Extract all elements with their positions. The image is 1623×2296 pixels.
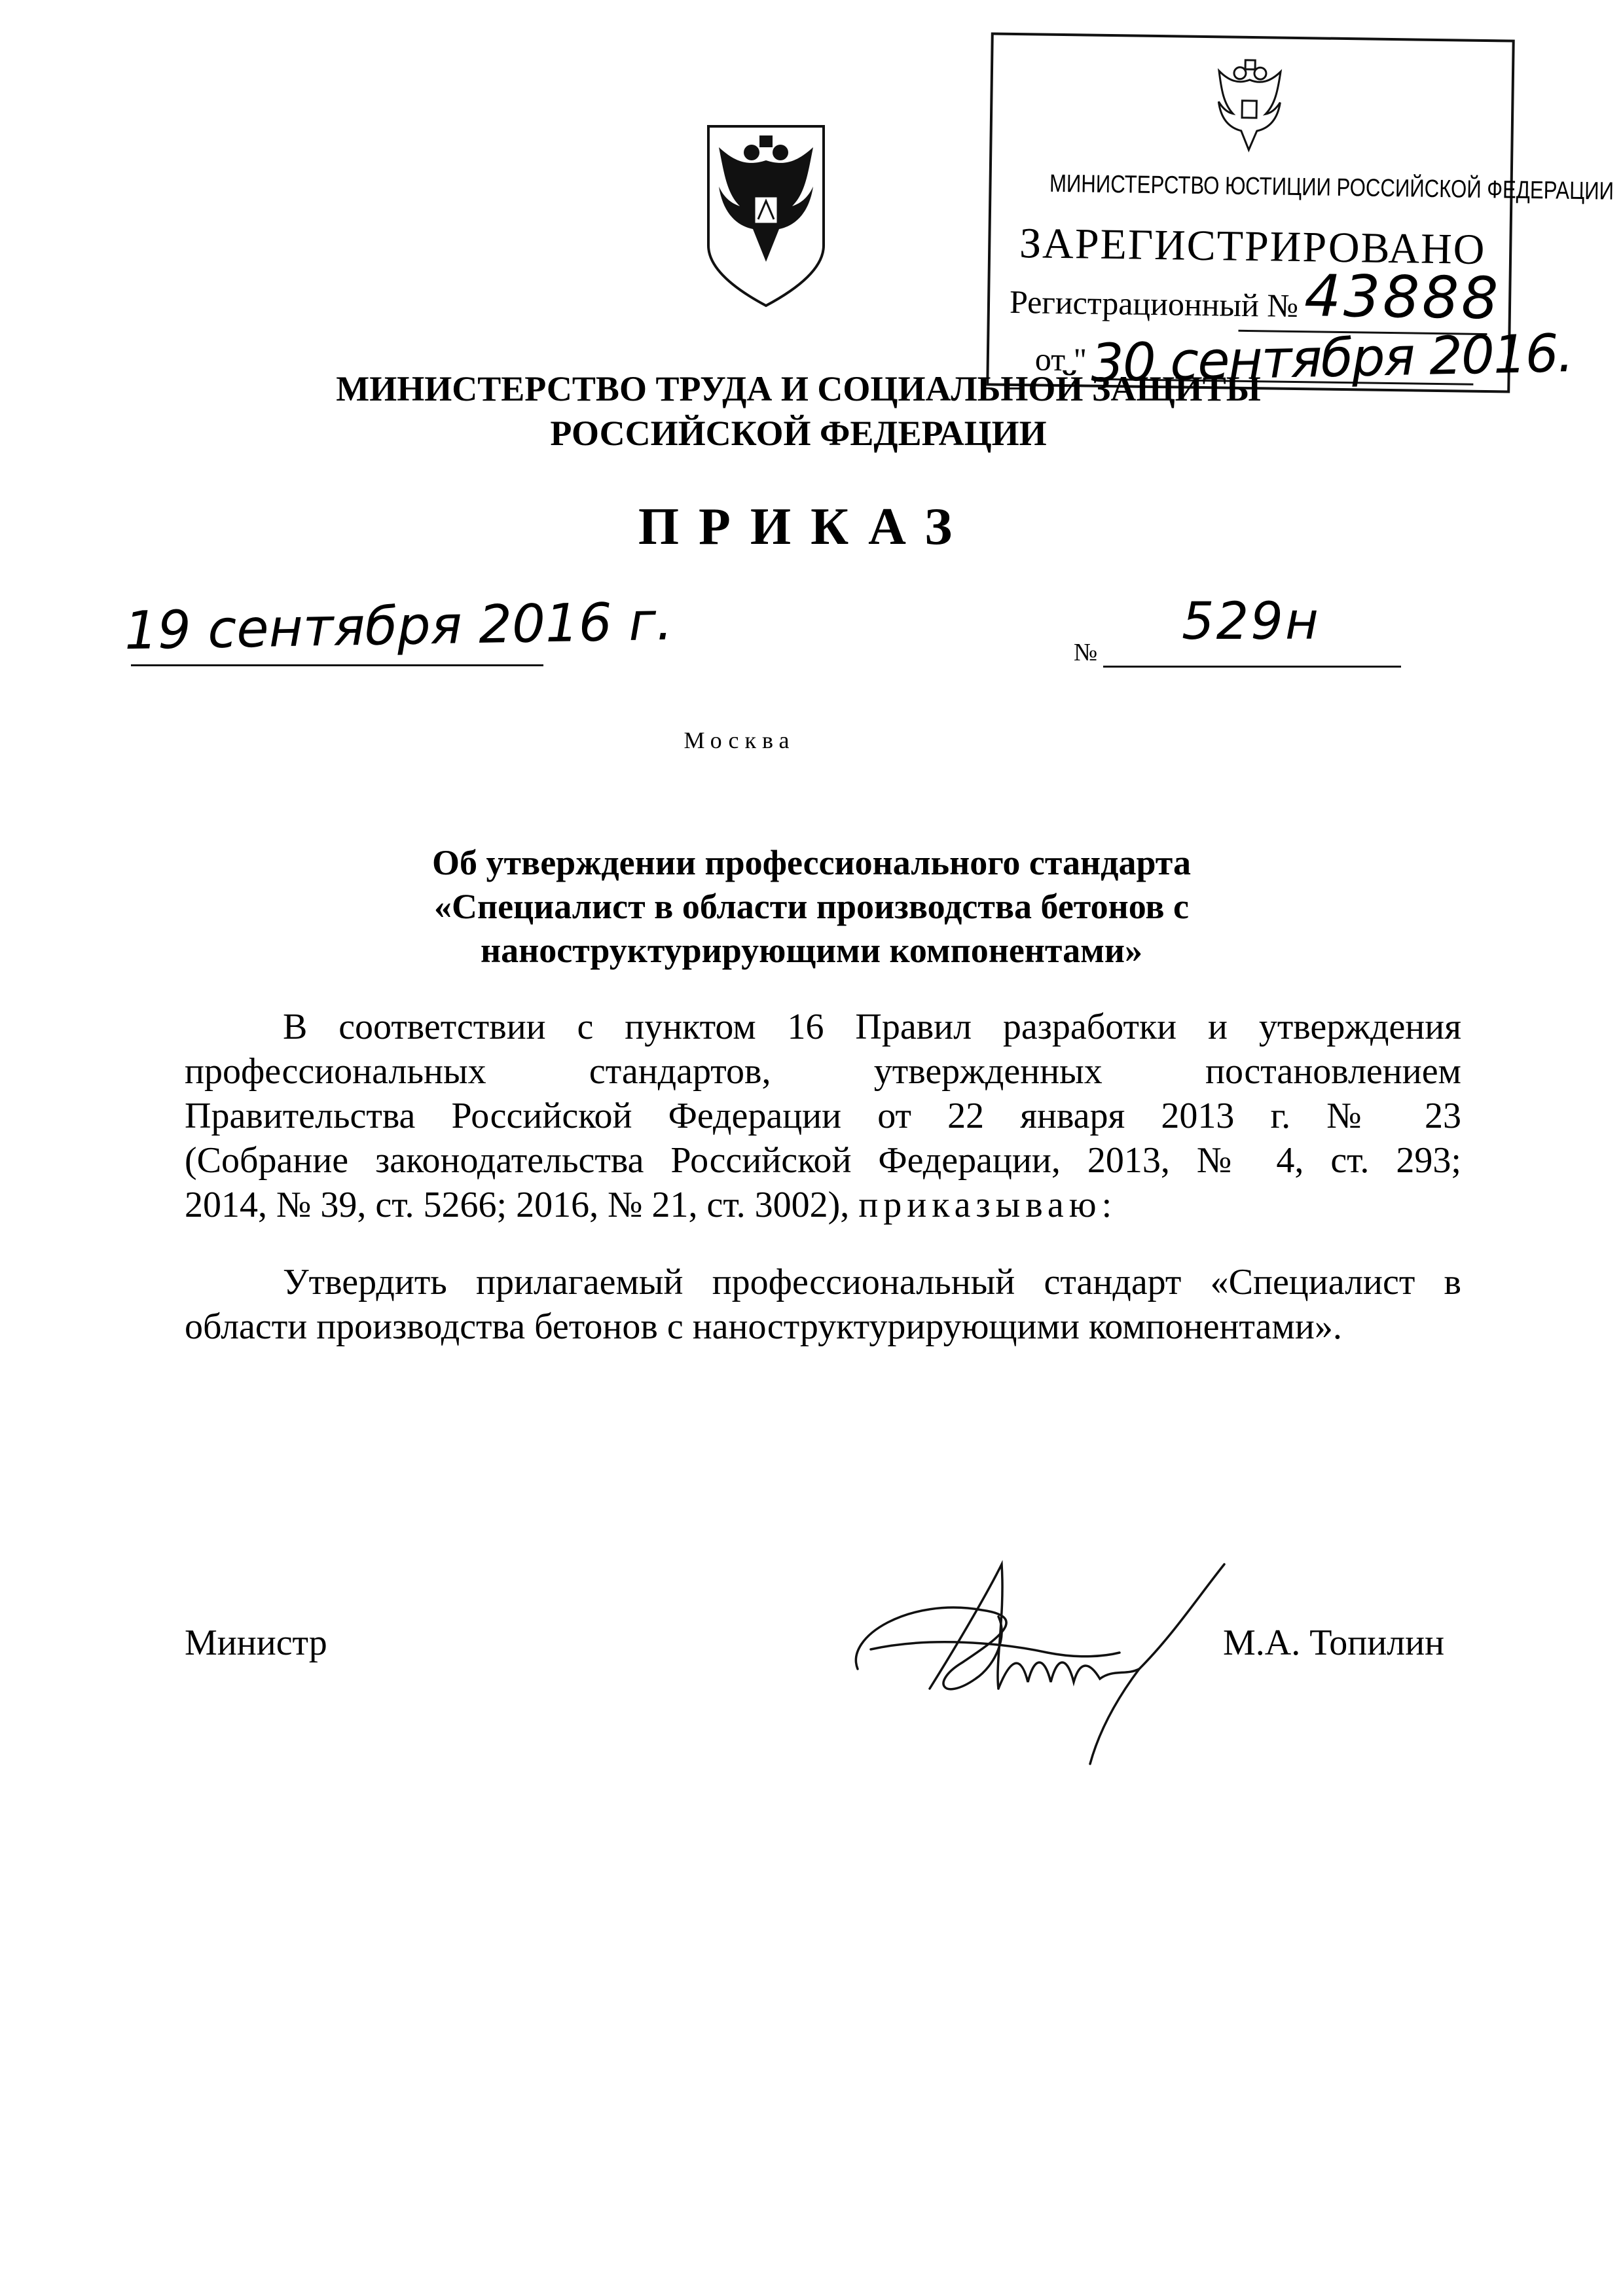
order-number-handwritten: 529н [1182,592,1321,651]
city-name: Москва [684,727,795,753]
stamp-date-value: 30 сентября 2016. [1090,323,1573,394]
stamp-eagle-icon [1211,54,1288,154]
signatory-title: Министр [185,1623,327,1663]
stamp-reg-number-value: 43888 [1304,262,1501,332]
paragraph1-line4: (Собрание законодательства Российской Федерации, 2013, № 4, ст. 293; [185,1140,1461,1181]
order-date-underline [131,664,543,666]
stamp-date-label: от " [1034,340,1087,378]
order-date-handwritten: 19 сентября 2016 г. [124,590,674,662]
ministry-name-line1: МИНИСТЕРСТВО ТРУДА И СОЦИАЛЬНОЙ ЗАЩИТЫ [336,369,1261,408]
subject-line2: «Специалист в области производства бетонов с [433,887,1190,926]
paragraph2-line1: Утвердить прилагаемый профессиональный стандарт «Специалист в [283,1262,1461,1302]
document-type-title: ПРИКАЗ [638,498,972,556]
paragraph1-order-word: приказываю: [858,1185,1118,1225]
paragraph2-line2: области производства бетонов с наноструктурирующими компонентами». [185,1306,1342,1347]
handwritten-signature [831,1538,1237,1780]
coat-of-arms-emblem [701,121,831,311]
stamp-registered-label: ЗАРЕГИСТРИРОВАНО [1019,219,1486,274]
paragraph1-line5 [185,1183,1461,1227]
order-subject [0,841,1623,973]
body-paragraph-2 [185,1260,1461,1349]
registration-stamp [986,32,1614,394]
signatory-name: М.А. Топилин [1223,1623,1445,1663]
stamp-reg-number-label: Регистрационный № [1009,283,1299,325]
body-paragraph-1 [185,1005,1461,1227]
ministry-header [0,367,1623,456]
paragraph1-line2: профессиональных стандартов, утвержденных постановлением [185,1051,1461,1092]
subject-line3: наноструктурирующими компонентами» [481,931,1142,970]
paragraph1-line1: В соответствии с пунктом 16 Правил разработки и утверждения [283,1007,1461,1047]
subject-line1: Об утверждении профессионального стандарта [432,843,1191,882]
paragraph1-line5-text: 2014, № 39, ст. 5266; 2016, № 21, ст. 3002), [185,1185,850,1225]
order-number-label: № [1074,639,1098,666]
stamp-ministry-name: МИНИСТЕРСТВО ЮСТИЦИИ РОССИЙСКОЙ ФЕДЕРАЦИИ [1049,170,1614,206]
ministry-name-line2: РОССИЙСКОЙ ФЕДЕРАЦИИ [550,414,1047,453]
paragraph1-line3: Правительства Российской Федерации от 22 января 2013 г. № 23 [185,1096,1461,1136]
order-number-underline [1103,666,1401,668]
